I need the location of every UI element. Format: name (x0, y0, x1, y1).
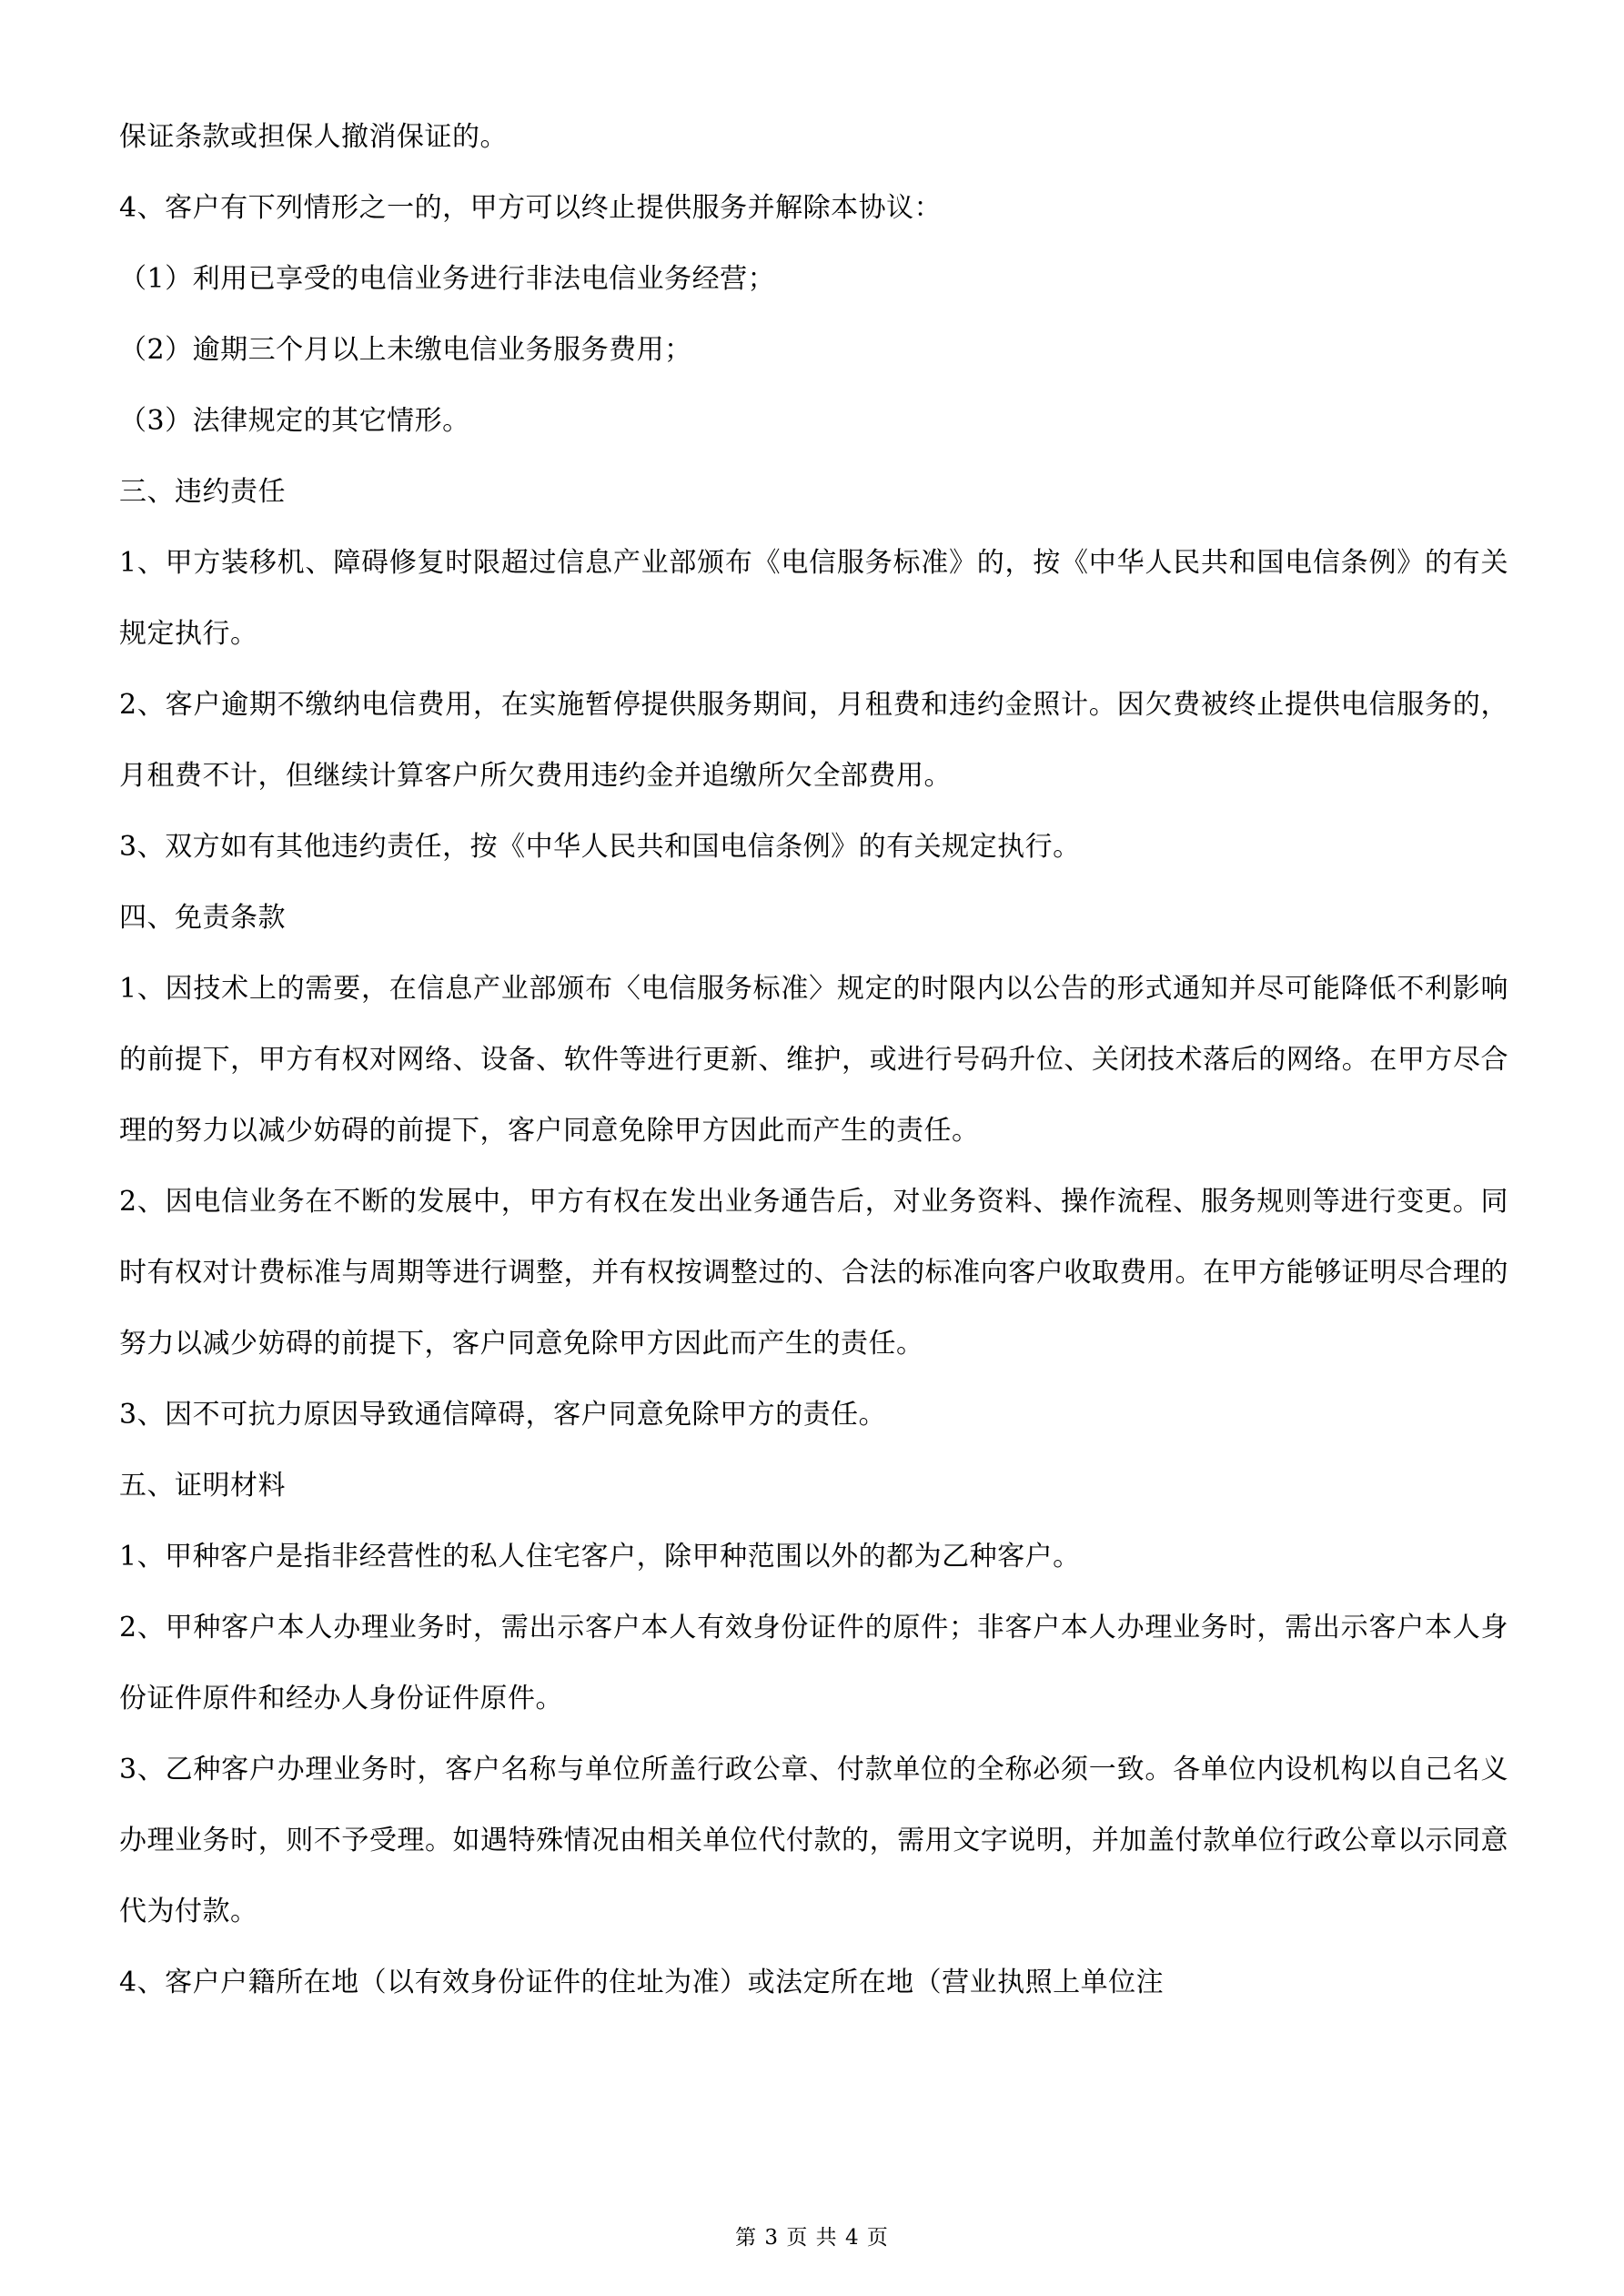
page-footer: 第 3 页 共 4 页 (735, 2226, 889, 2250)
paragraph-continuation: 保证条款或担保人撤消保证的。 (119, 121, 508, 153)
section-heading: 五、证明材料 (119, 1470, 286, 1502)
section-heading: 四、免责条款 (119, 902, 286, 934)
list-item: （3）法律规定的其它情形。 (119, 405, 470, 437)
paragraph: 2、甲种客户本人办理业务时，需出示客户本人有效身份证件的原件；非客户本人办理业务时，需出示客户本人身份证件原件和经办人身份证件原件。 (119, 1612, 1508, 1714)
paragraph: 2、因电信业务在不断的发展中，甲方有权在发出业务通告后，对业务资料、操作流程、服务规则等进行变更。同时有权对计费标准与周期等进行调整，并有权按调整过的、合法的标准向客户收取费用。在甲方能够证明尽合理的努力以减少妨碍的前提下，客户同意免除甲方因此而产生的责任。 (119, 1186, 1508, 1360)
paragraph: 4、客户有下列情形之一的，甲方可以终止提供服务并解除本协议： (119, 192, 943, 224)
paragraph: 1、甲方装移机、障碍修复时限超过信息产业部颁布《电信服务标准》的，按《中华人民共和国电信条例》的有关规定执行。 (119, 547, 1508, 650)
paragraph: 2、客户逾期不缴纳电信费用，在实施暂停提供服务期间，月租费和违约金照计。因欠费被终止提供电信服务的，月租费不计，但继续计算客户所欠费用违约金并追缴所欠全部费用。 (119, 689, 1508, 792)
paragraph-truncated: 4、客户户籍所在地（以有效身份证件的住址为准）或法定所在地（营业执照上单位注 (119, 1967, 1165, 1998)
paragraph: 1、甲种客户是指非经营性的私人住宅客户，除甲种范围以外的都为乙种客户。 (119, 1541, 1081, 1573)
paragraph: 3、因不可抗力原因导致通信障碍，客户同意免除甲方的责任。 (119, 1399, 887, 1431)
list-item: （1）利用已享受的电信业务进行非法电信业务经营； (119, 263, 776, 295)
list-item: （2）逾期三个月以上未缴电信业务服务费用； (119, 334, 692, 366)
section-heading: 三、违约责任 (119, 476, 286, 508)
paragraph: 3、乙种客户办理业务时，客户名称与单位所盖行政公章、付款单位的全称必须一致。各单位内设机构以自己名义办理业务时，则不予受理。如遇特殊情况由相关单位代付款的，需用文字说明，并加盖付款单位行政公章以示同意代为付款。 (119, 1754, 1508, 1927)
document-body (119, 102, 1508, 2018)
paragraph: 3、双方如有其他违约责任，按《中华人民共和国电信条例》的有关规定执行。 (119, 831, 1081, 863)
paragraph: 1、因技术上的需要，在信息产业部颁布〈电信服务标准〉规定的时限内以公告的形式通知并尽可能降低不利影响的前提下，甲方有权对网络、设备、软件等进行更新、维护，或进行号码升位、关闭技术落后的网络。在甲方尽合理的努力以减少妨碍的前提下，客户同意免除甲方因此而产生的责任。 (119, 973, 1508, 1147)
